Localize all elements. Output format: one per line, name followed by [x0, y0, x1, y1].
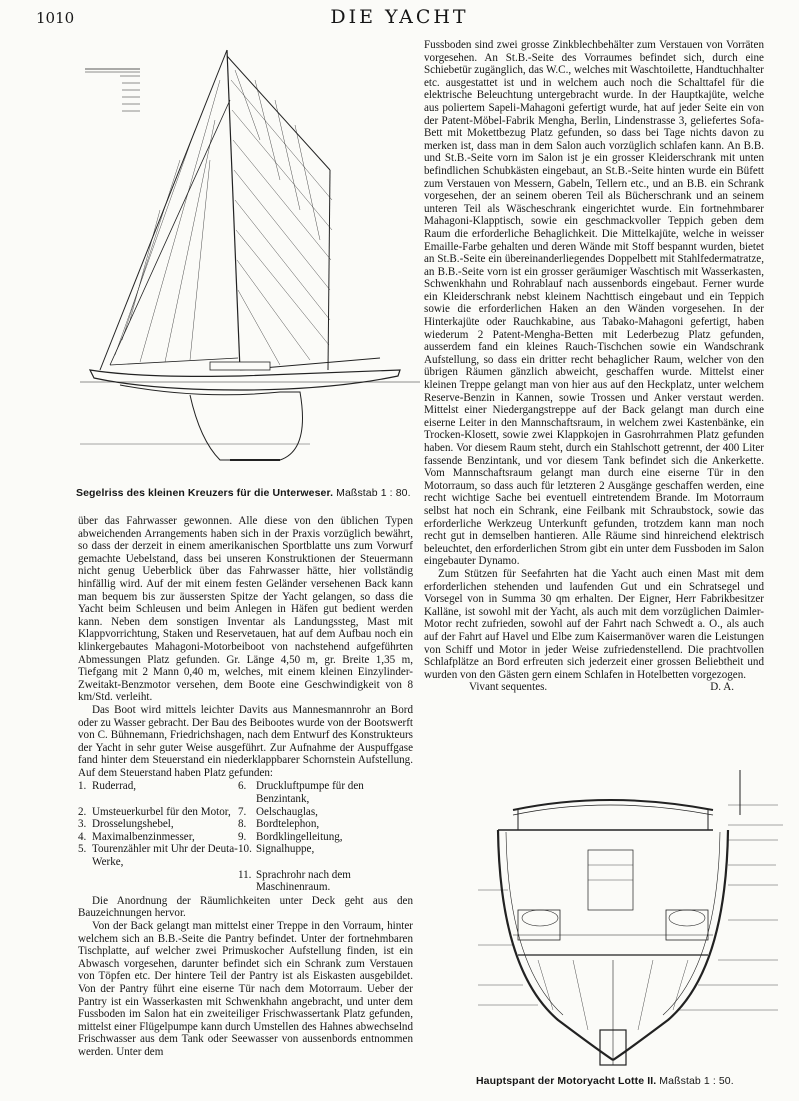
fitting-number: 8.: [238, 818, 247, 831]
figure2-caption: [476, 1075, 776, 1087]
fitting-item: [78, 869, 238, 894]
fitting-item: [238, 869, 413, 894]
figure1-caption: [76, 487, 416, 499]
closing-text: Vivant sequentes.: [469, 681, 548, 694]
fittings-list: [78, 780, 413, 893]
fitting-text: Bordtelephon,: [256, 818, 320, 831]
left-paragraph-3: Die Anordnung der Räumlichkeiten unter Deck geht aus den Bauzeichnungen hervor.: [78, 894, 413, 920]
fitting-number: 2.: [78, 805, 87, 818]
fitting-number: 5.: [78, 843, 87, 856]
sail-plan-drawing: [80, 40, 420, 480]
midship-section-drawing: [478, 770, 798, 1070]
fitting-number: 6.: [238, 780, 247, 793]
fitting-item: [78, 780, 238, 805]
fitting-item: [238, 818, 413, 831]
closing-line: [424, 681, 764, 694]
fitting-item: [238, 831, 413, 844]
fitting-text: [92, 869, 238, 894]
figure1-caption-scale: Maßstab 1 : 80.: [336, 487, 411, 499]
fitting-item: [238, 806, 413, 819]
fitting-text: Bordklingelleitung,: [256, 830, 343, 843]
fitting-number: 7.: [238, 805, 247, 818]
fitting-number: 9.: [238, 830, 247, 843]
fitting-item: [78, 843, 238, 868]
fitting-text: Oelschauglas,: [256, 805, 318, 818]
fitting-text: Druckluftpumpe für den Benzintank,: [256, 780, 364, 806]
fitting-text: Signalhuppe,: [256, 843, 315, 856]
left-column: [78, 515, 413, 1059]
fitting-text: Drosselungshebel,: [92, 818, 174, 831]
fitting-number: 11.: [238, 868, 252, 881]
fitting-number: [78, 869, 92, 894]
figure1-caption-title: Segelriss des kleinen Kreuzers für die Unterweser.: [76, 487, 334, 499]
left-paragraph-2: Das Boot wird mittels leichter Davits aus Mannesmannrohr an Bord oder zu Wasser gebracht. Der Bau des Beibootes wurde von der Bootswerft von C. Bühnemann, Friedrichshagen, nach dem Entwurf des Konstrukteurs der Yacht in sehr guter Weise ausgeführt. Zur Aufnahme der Auspuffgase fand hinter dem Steuerstand ein niederklappbarer Schornstein Aufstellung. Auf dem Steuerstand haben Platz gefunden:: [78, 703, 413, 779]
fitting-text: Maximalbenzinmesser,: [92, 830, 195, 843]
fitting-number: 3.: [78, 818, 87, 831]
fitting-number: 4.: [78, 830, 87, 843]
fitting-item: [238, 780, 413, 805]
fitting-item: [78, 806, 238, 819]
fitting-text: Sprachrohr nach dem Maschinenraum.: [256, 868, 351, 894]
fitting-number: 10.: [238, 843, 252, 856]
right-paragraph-1: Fussboden sind zwei grosse Zinkblechbehälter zum Verstauen von Vorräten vorgesehen. An St.B.-Seite des Vorraumes befindet sich, durch eine Schiebetür zugänglich, das W.C., welches mit Waschtoilette, Handtuchhalter etc. ausgestattet ist und in welchem auch noch die Schalttafel für die elektrische Beleuchtung untergebracht wurde. In der Hauptkajüte, welche aus poliertem Sapeli-Mahagoni gefertigt wurde, hat auf jeder Seite ein von der Patent-Möbel-Fabrik Mengha, Berlin, Lindenstrasse 3, geliefertes Sofa-Bett mit Mokettbezug Platz gefunden, so dass bei Tage nichts davon zu merken ist, dass man in dem Salon auch vorzüglich schlafen kann. An B.B. und St.B.-Seite vorn im Salon ist je ein grosser Kleiderschrank mit unten befindlichen Schubkästen eingebaut, an St.B.-Seite hinten wurde ein Büfett zum Verstauen von Messern, Gabeln, Tellern etc., und an B.B. ein Schrank vorgesehen, der an seinem oberen Teil als Bücherschrank und an seinem unteren Teil als Wäscheschrank eingerichtet wurde. Ein fortnehmbarer Mahagoni-Klapptisch, sowie ein geschmackvoller Teppich geben dem Raum die erforderliche Behaglichkeit. Die Mittelkajüte, welche in weisser Emaille-Farbe gehalten und deren Wände mit Stoff bespannt wurden, bietet an St.B.-Seite ein übereinanderliegendes Doppelbett mit Stahlfedermatratze, an B.B.-Seite vorn ist ein grosser geräumiger Waschtisch mit Wasserkasten, Schwenkhahn und Rohrablauf nach aussenbords eingebaut. Ferner wurde ein Kleiderschrank nebst kleinem Nachttisch eingebaut und ein Teppich sowie die erforderlichen Haken an den Wänden vorgesehen. In der Hinterkajüte oder Rauchkabine, aus Tabako-Mahagoni gefertigt, haben wiederum 2 Patent-Mengha-Betten mit Lederbezug Platz gefunden, ausserdem fand ein kleines Rauch-Tischchen sowie ein Wandschrank Aufstellung, so dass ein dritter recht behaglicher Raum, welcher von den übrigen Räumen gänzlich abweicht, geschaffen wurde. Mittelst einer kleinen Treppe gelangt man von hier aus auf den Heckplatz, unter welchem Reserve-Benzin in Kannen, sowie Trossen und Anker verstaut werden. Mittelst einer Niedergangstreppe auf der Back gelangt man durch eine eiserne Leiter in den Mannschaftsraum, in welchem zwei Kastenbänke, ein Trocken-Klosett, sowie zwei Klappkojen in Gasrohrrahmen Platz gefunden haben. Vor diesem Raum steht, durch ein Stahlschott getrennt, der 400 Liter fassende Benzintank, und vor diesem Tank befindet sich die Ankerkette. Vom Mannschaftsraum gelangt man durch eine eiserne Tür in den Motorraum, so dass auch für letzteren 2 Ausgänge geschaffen werden, eine recht wichtige Sache bei eventuell eintretendem Brande. Im Motorraum selbst hat noch ein Schrank, eine Feilbank mit Schraubstock, sowie das erforderliche Werkzeug Unterkunft gefunden, trotzdem kann man noch recht gut in demselben hantieren. Alle Räume sind hinreichend elektrisch beleuchtet, den erforderlichen Strom gibt ein unter dem Fussboden im Salon eingebauter Dynamo.: [424, 39, 764, 568]
left-paragraph-4: Von der Back gelangt man mittelst einer Treppe in den Vorraum, hinter welchem sich an B.B.-Seite die Pantry befindet. Unter der fortnehmbaren Tischplatte, auf welcher zwei Primuskocher Aufstellung finden, ist ein Abwasch vorgesehen, darunter befindet sich ein Schrank zum Verstauen von Töpfen etc. Der hintere Teil der Pantry ist als Eiskasten ausgebildet. Von der Pantry führt eine eiserne Tür nach dem Motorraum. Ueber der Pantry ist ein Wasserkasten mit Schwenkhahn angebracht, und unter dem Fussboden im Salon hat ein zweiteiliger Frischwassertank Platz gefunden, mittelst einer Flügelpumpe kann durch Umstellen des Hahnes abwechselnd Frischwasser aus dem Tank oder Seewasser von aussenbords entnommen werden. Unter dem: [78, 920, 413, 1058]
fitting-text: Tourenzähler mit Uhr der Deuta-Werke,: [92, 843, 238, 869]
figure2-caption-scale: Maßstab 1 : 50.: [659, 1075, 734, 1087]
fitting-item: [78, 831, 238, 844]
right-paragraph-2: Zum Stützen für Seefahrten hat die Yacht auch einen Mast mit dem erforderlichen stehenden und laufenden Gut und ein Schratsegel und Vorsegel von in Summa 30 qm erhalten. Der Eigner, Herr Fabrikbesitzer Kalläne, ist sowohl mit der Yacht, als auch mit dem vorzüglichen Daimler-Motor recht zufrieden, sowohl auf der Fahrt nach Schwedt a. O., als auch auf der Fahrt auf Havel und Elbe zum Kaisermanöver waren die Leistungen von Schiff und Motor in jeder Weise zufriedenstellend. Die prachtvollen Schlafplätze an Bord erfreuten sich jederzeit einer grossen Beliebtheit und wurden von den Gästen gern einem Schlafen in Hotelbetten vorgezogen.: [424, 567, 764, 681]
fitting-item: [238, 843, 413, 868]
fitting-text: Ruderrad,: [92, 780, 137, 793]
fitting-text: Umsteuerkurbel für den Motor,: [92, 805, 231, 818]
left-paragraph-1: über das Fahrwasser gewonnen. Alle diese von den üblichen Typen abweichenden Arrangements haben sich in der Praxis vorzüglich bewährt, so dass der derzeit in einem amerikanischen Sportblatte uns zum Vorwurf gemachte Uebelstand, dass bei unseren Konstruktionen der Steuermann nicht genug Ueberblick über das Fahrwasser hätte, hier vollständig hinfällig wird. Auf der mit einem festen Geländer versehenen Back kann man bequem bis zur äussersten Spitze der Yacht gelangen, so dass die Yacht beim Schleusen und beim Anlegen in Häfen gut bedient werden kann. Neben dem sonstigen Inventar als Landungssteg, Mast mit Klappvorrichtung, Staken und Reservetauen, hat auf dem Aufbau noch ein klinkergebautes Mahagoni-Motorbeiboot von nachstehend aufgeführten Abmessungen Platz gefunden. Gr. Länge 4,50 m, gr. Breite 1,35 m, Tiefgang mit 2 Mann 0,40 m, welches, mit einem kleinen Einzylinder-Zweitakt-Benzmotor versehen, dem Boote eine Geschwindigkeit von 8 km/Std. verleiht.: [78, 515, 413, 704]
page-number: 1010: [36, 9, 75, 27]
fitting-number: 1.: [78, 780, 87, 793]
page-title: DIE YACHT: [330, 6, 469, 28]
figure2-caption-title: Hauptspant der Motoryacht Lotte II.: [476, 1075, 657, 1087]
author-signature: D. A.: [710, 681, 734, 694]
right-column: [424, 39, 764, 694]
fitting-item: [78, 818, 238, 831]
